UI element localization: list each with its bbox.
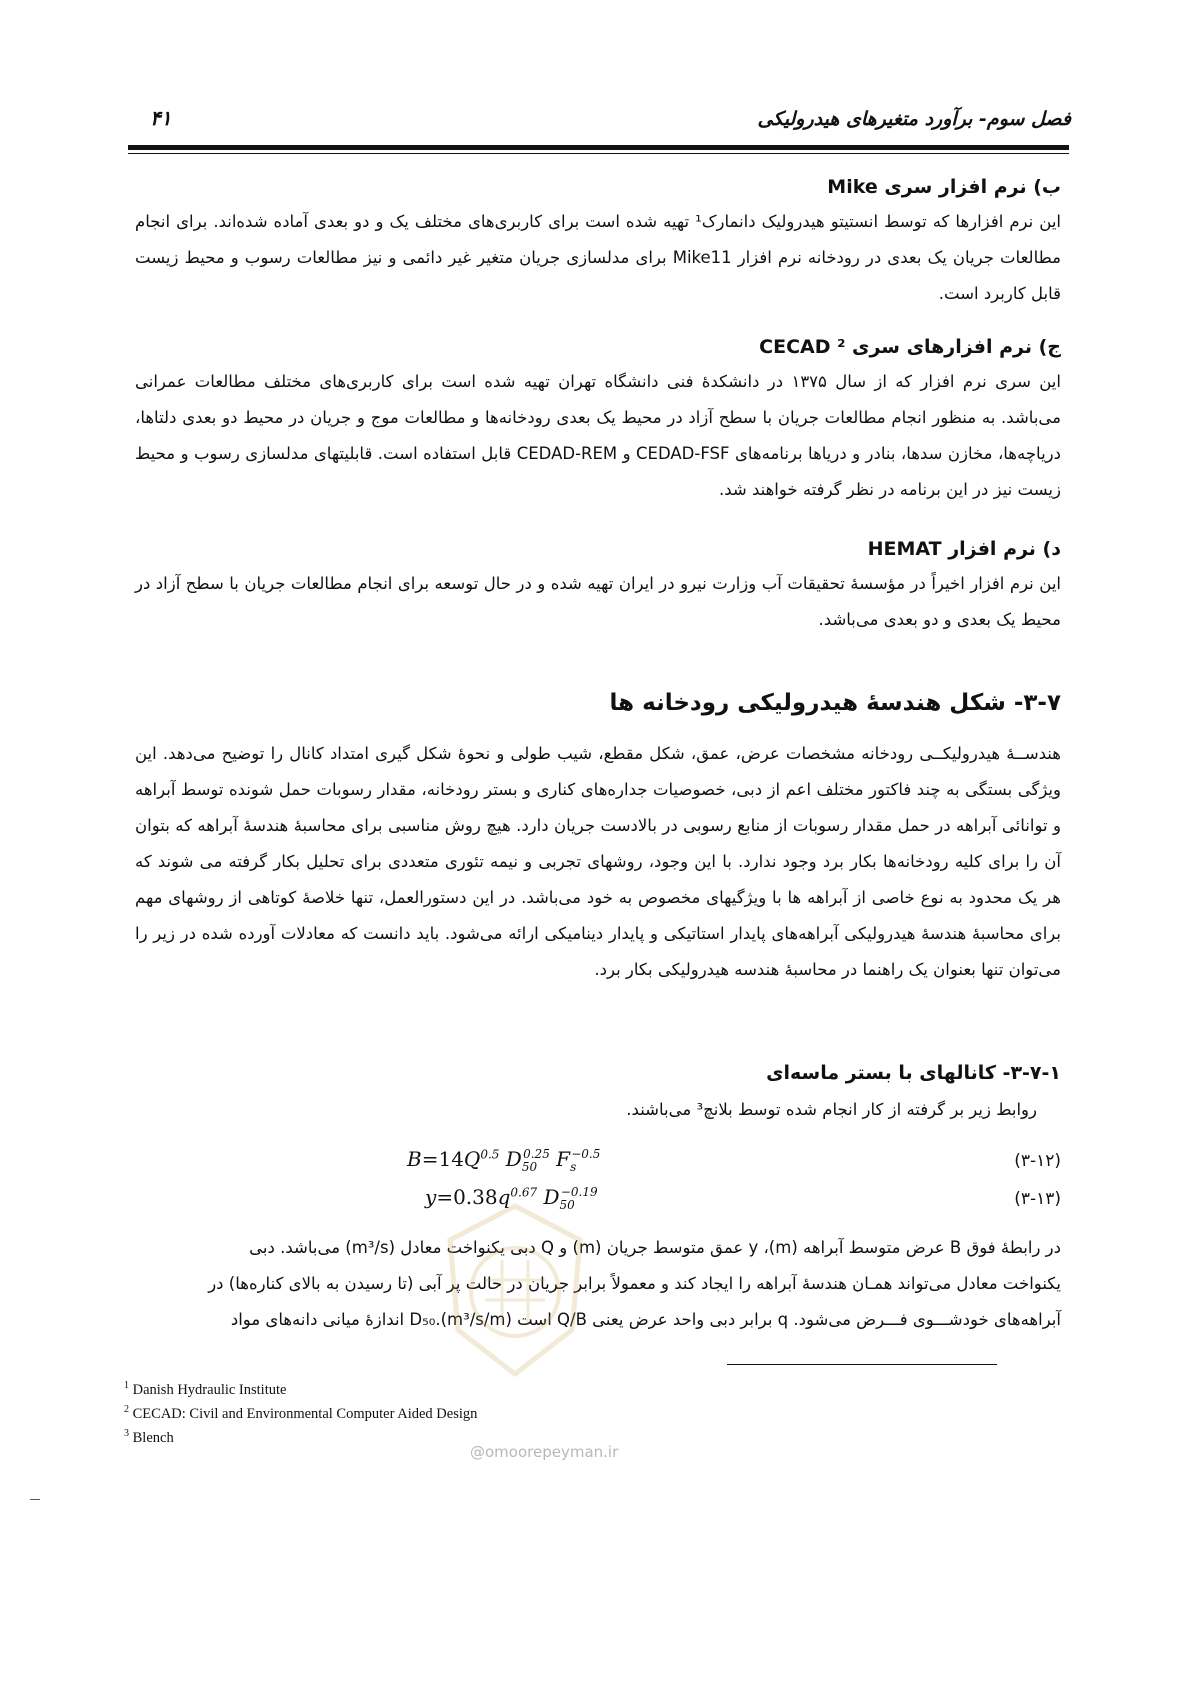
eq-exponent: −0.19 bbox=[560, 1185, 598, 1200]
eq-exponent: 0.5 bbox=[480, 1147, 500, 1162]
chapter-title: فصل سوم- برآورد متغیرهای هیدرولیکی bbox=[757, 108, 1071, 130]
geometry-heading: ۳-۷- شکل هندسهٔ هیدرولیکی رودخانه ها bbox=[609, 690, 1061, 716]
eq-exponent: −0.5 bbox=[571, 1147, 601, 1162]
margin-mark bbox=[30, 1499, 40, 1500]
page-number: ۴۱ bbox=[150, 106, 172, 130]
eq-subscript: s bbox=[570, 1160, 577, 1174]
equation-3-12 bbox=[135, 1147, 1061, 1181]
mike-section bbox=[135, 176, 1061, 312]
eq-lhs: y bbox=[425, 1185, 437, 1209]
sand-bed-section bbox=[135, 1062, 1061, 1128]
eq-coefficient: 0.38 bbox=[453, 1185, 498, 1209]
mike-paragraph: این نرم افزارها که توسط انستیتو هیدرولیک دانمارک¹ تهیه شده است برای کاربری‌های مختلف یک و دو بعدی آماده شده‌اند. برای انجام مطالعات جریان یک بعدی در رودخانه نرم افزار Mike11 برای مدلسازی جریان متغیر غیر دائمی و نیز مطالعات رسوب و محیط زیست قابل کاربرد است. bbox=[135, 212, 1061, 303]
hemat-heading: د) نرم افزار HEMAT bbox=[867, 538, 1061, 560]
equation-body: $y=0.38q^{0.67}$ $D_{50}^{-0.19}$ bbox=[425, 1185, 598, 1212]
explanation-block bbox=[135, 1230, 1061, 1338]
hemat-section bbox=[135, 538, 1061, 638]
sand-bed-intro: روابط زیر بر گرفته از کار انجام شده توسط بلانچ³ می‌باشند. bbox=[626, 1100, 1037, 1119]
eq-lhs: B bbox=[407, 1147, 422, 1171]
hemat-paragraph: این نرم افزار اخیراً در مؤسسهٔ تحقیقات آب وزارت نیرو در ایران تهیه شده و در حال توسعه برای انجام مطالعات جریان با سطح آزاد در محیط یک بعدی و دو بعدی می‌باشد. bbox=[135, 574, 1061, 629]
cecad-paragraph: این سری نرم افزار که از سال ۱۳۷۵ در دانشکدهٔ فنی دانشگاه تهران تهیه شده است برای کاربری‌های مختلف مطالعات عمرانی می‌باشد. به منظور انجام مطالعات جریان با سطح آزاد در محیط یک بعدی رودخانه‌ها و مطالعات موج و جریان در محیط دو بعدی دلتاها، دریاچه‌ها، مخازن سدها، بنادر و دریاها برنامه‌های CEDAD-FSF و CEDAD-REM قابل استفاده است. قابلیتهای مدلسازی رسوب و محیط زیست نیز در این برنامه در نظر گرفته خواهند شد. bbox=[135, 372, 1061, 499]
explanation-line: در رابطهٔ فوق B عرض متوسط آبراهه (m)، y عمق متوسط جریان (m) و Q دبی یکنواخت معادل (m³/s) می‌باشد. دبی bbox=[249, 1238, 1061, 1257]
mike-heading: ب) نرم افزار سری Mike bbox=[827, 176, 1061, 198]
eq-subscript: 50 bbox=[559, 1198, 575, 1212]
geometry-section bbox=[135, 690, 1061, 988]
cecad-section bbox=[135, 336, 1061, 508]
explanation-line: یکنواخت معادل می‌تواند همـان هندسهٔ آبراهه را ایجاد کند و معمولاً برابر جریان در حالت پر آبی (تا رسیدن به بالای کناره‌ها) در bbox=[208, 1274, 1061, 1293]
watermark-seal-icon bbox=[440, 1200, 590, 1380]
header-rule-thin bbox=[128, 153, 1069, 154]
footnote-item: $^2$ CECAD: Civil and Environmental Computer Aided Design bbox=[124, 1403, 478, 1422]
equation-number: (۳-۱۳) bbox=[1014, 1189, 1061, 1209]
geometry-paragraph: هندســهٔ هیدرولیکــی رودخانه مشخصات عرض، عمق، شکل مقطع، شیب طولی و نحوهٔ شکل گیری امتداد کانال را توضیح می‌دهد. این ویژگی بستگی به چند فاکتور مختلف اعم از دبی، خصوصیات جداره‌های کناری و بستر رودخانه، مقدار رسوبات حمل شونده توسط آبراهه و توانائی آبراهه در حمل مقدار رسوبات از منابع رسوبی در بالادست جریان دارد. هیچ روش مناسبی برای محاسبهٔ هندسهٔ آبراهه که بتوان آن را برای کلیه رودخانه‌ها بکار برد وجود ندارد. با این وجود، روشهای تجربی و نیمه تئوری متعددی برای تحلیل بکار گرفته می شوند که هر یک محدود به نوع خاصی از آبراهه ها با ویژگیهای مخصوص به خود می‌باشد. در این دستورالعمل، تنها خلاصهٔ کوتاهی از روشهای مهم برای محاسبهٔ هندسهٔ هیدرولیکی آبراهه‌های پایدار استاتیکی و پایدار دینامیکی ارائه می‌شود. باید دانست که معادلات آورده شده در زیر را می‌توان تنها بعنوان یک راهنما در محاسبهٔ هندسه هیدرولیکی بکار برد. bbox=[135, 744, 1061, 979]
sand-bed-heading: ۳-۷-۱- کانالهای با بستر ماسه‌ای bbox=[766, 1062, 1061, 1084]
equation-number: (۳-۱۲) bbox=[1014, 1151, 1061, 1171]
equation-3-13 bbox=[135, 1185, 1061, 1219]
cecad-heading: ج) نرم افزارهای سری CECAD ² bbox=[759, 336, 1061, 358]
footnotes bbox=[124, 1376, 477, 1447]
eq-exponent: 0.67 bbox=[510, 1185, 538, 1200]
explanation-line: آبراهه‌های خودشـــوی فـــرض می‌شود. q برابر دبی واحد عرض یعنی Q/B است (m³/s/m).D₅₀ اندازهٔ میانی دانه‌های مواد bbox=[230, 1310, 1061, 1329]
footnote-item: $^1$ Danish Hydraulic Institute bbox=[124, 1380, 287, 1398]
watermark-text: @omoorepeyman.ir bbox=[470, 1443, 619, 1461]
equation-body: $B=14Q^{0.5}$ $D_{50}^{0.25}$ $F_s^{-0.5}$ bbox=[407, 1147, 601, 1174]
eq-coefficient: 14 bbox=[438, 1147, 464, 1171]
header-rule-thick bbox=[128, 145, 1069, 150]
eq-subscript: 50 bbox=[521, 1160, 538, 1174]
footnote-item: $^3$ Blench bbox=[124, 1427, 174, 1446]
eq-exponent: 0.25 bbox=[523, 1147, 550, 1162]
